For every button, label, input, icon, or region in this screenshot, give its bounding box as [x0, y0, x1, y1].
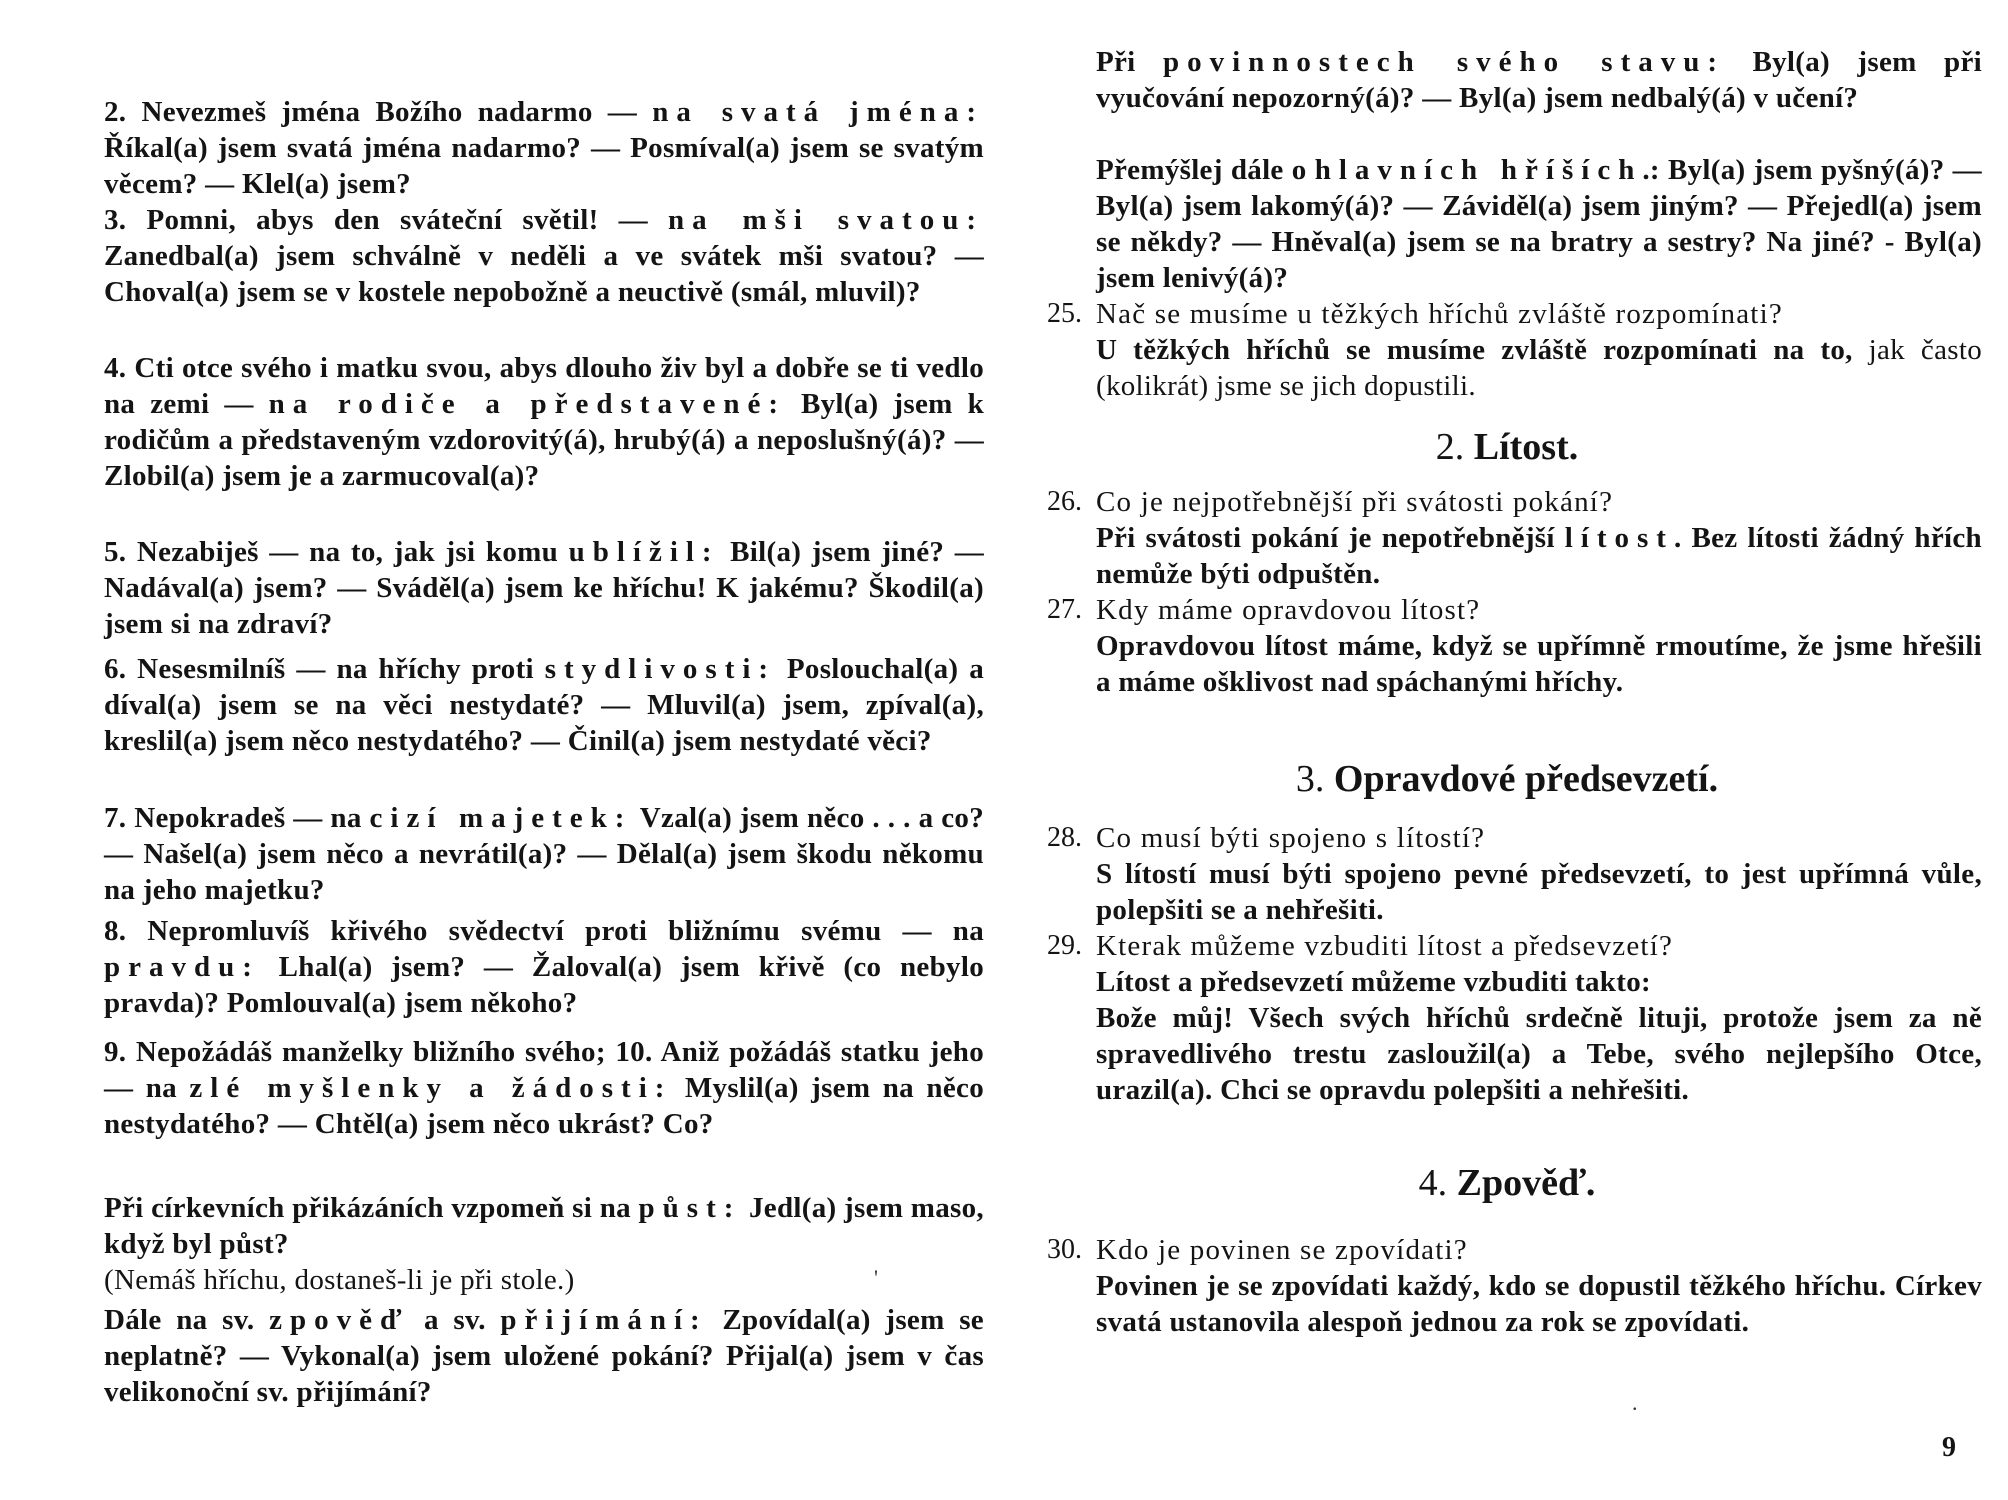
question-26: Co je nejpotřebnější při svátosti pokání? [1096, 486, 1614, 518]
print-speck: ' [874, 1265, 878, 1290]
duties-paragraph: Při povinnostech svého stavu: Byl(a) jsem při vyučování nepozorný(á)? — Byl(a) jsem nedbalý(á) v učení? [1096, 46, 1983, 114]
question-27: Kdy máme opravdovou lítost? [1096, 594, 1481, 626]
section-heading-predsevzeti: 3. Opravdové předsevzetí. [1295, 758, 1719, 800]
answer-28: S lítostí musí býti spojeno pevné předsevzetí, to jest upřímná vůle, polepšiti se a nehřešiti. [1096, 858, 1982, 926]
question-28: Co musí býti spojeno s lítostí? [1096, 822, 1486, 854]
answer-29-prayer: Bože můj! Všech svých hříchů srdečně lituji, protože jsem za ně spravedlivého trestu zasloužil(a) a Tebe, svého nejlepšího Otce, urazil(a). Chci se opravdu polepšiti a nehřešiti. [1096, 1002, 1982, 1106]
question-25: Nač se musíme u těžkých hříchů zvláště rozpomínati? [1096, 298, 1783, 330]
question-number: 25. [1047, 298, 1082, 329]
commandment-2: 2. Nevezmeš jména Božího nadarmo — na svatá jména: Říkal(a) jsem svatá jména nadarmo? — Posmíval(a) jsem se svatým věcem? — Klel(a) jsem? [104, 96, 984, 200]
commandment-7: 7. Nepokradeš — na cizí majetek: Vzal(a) jsem něco . . . a co? — Našel(a) jsem něco a nevrátil(a)? — Dělal(a) jsem škodu někomu na jeho majetku? [104, 802, 985, 906]
left-page [104, 0, 984, 1500]
question-number: 26. [1047, 486, 1082, 517]
main-sins-paragraph: Přemýšlej dále o hlavních hříších.: Byl(a) jsem pyšný(á)? — Byl(a) jsem lakomý(á)? — Záviděl(a) jsem jiným? — Přejedl(a) jsem se někdy? — Hněval(a) jsem se na bratry a sestry? Na jiné? - Byl(a) jsem lenivý(á)? [1096, 154, 1982, 294]
section-heading-litost: 2. Lítost. [1435, 426, 1579, 468]
question-number: 30. [1047, 1234, 1082, 1265]
answer-30: Povinen je se zpovídati každý, kdo se dopustil těžkého hříchu. Církev svatá ustanovila alespoň jednou za rok se zpovídati. [1096, 1270, 1982, 1338]
section-heading-zpoved: 4. Zpověď. [1418, 1162, 1596, 1204]
commandment-4: 4. Cti otce svého i matku svou, abys dlouho živ byl a dobře se ti vedlo na zemi — na rodiče a představené: Byl(a) jsem k rodičům a představeným vzdorovitý(á), hrubý(á) a neposlušný(á)? — Zlobil(a) jsem je a zarmucoval(a)? [104, 352, 984, 492]
sacraments-paragraph: Dále na sv. zpověď a sv. přijímání: Zpovídal(a) jsem se neplatně? — Vykonal(a) jsem uložené pokání? Přijal(a) jsem v čas velikonoční sv. přijímání? [104, 1304, 984, 1408]
print-speck: . [1632, 1390, 1638, 1415]
commandment-8: 8. Nepromluvíš křivého svědectví proti bližnímu svému — na pravdu: Lhal(a) jsem? — Žaloval(a) jsem křivě (co nebylo pravda)? Pomlouval(a) jsem někoho? [104, 915, 984, 1019]
church-commandments: Při církevních přikázáních vzpomeň si na půst: Jedl(a) jsem maso, když byl půst? [104, 1192, 984, 1260]
commandment-9-10: 9. Nepožádáš manželky bližního svého; 10. Aniž požádáš statku jeho — na zlé myšlenky a žádosti: Myslil(a) jsem na něco nestydatého? — Chtěl(a) jsem něco ukrást? Co? [104, 1036, 984, 1140]
commandment-3: 3. Pomni, abys den sváteční světil! — na mši svatou: Zanedbal(a) jsem schválně v neděli a ve svátek mši svatou? — Choval(a) jsem se v kostele nepobožně a neuctivě (smál, mluvil)? [104, 204, 984, 308]
church-note: (Nemáš hříchu, dostaneš-li je při stole.) [104, 1264, 575, 1296]
question-30: Kdo je povinen se zpovídati? [1096, 1234, 1468, 1266]
question-number: 29. [1047, 930, 1082, 961]
commandment-6: 6. Nesesmilníš — na hříchy proti stydlivosti: Poslouchal(a) a díval(a) jsem se na věci nestydaté? — Mluvil(a) jsem, zpíval(a), kreslil(a) jsem něco nestydatého? — Činil(a) jsem nestydaté věci? [104, 653, 985, 757]
question-number: 28. [1047, 822, 1082, 853]
answer-27: Opravdovou lítost máme, když se upřímně rmoutíme, že jsme hřešili a máme ošklivost nad spáchanými hříchy. [1096, 630, 1982, 698]
commandment-5: 5. Nezabiješ — na to, jak jsi komu ublížil: Bil(a) jsem jiné? — Nadával(a) jsem? — Sváděl(a) jsem ke hříchu! K jakému? Škodil(a) jsem si na zdraví? [104, 536, 984, 640]
question-29: Kterak můžeme vzbuditi lítost a předsevzetí? [1096, 930, 1674, 962]
answer-26: Při svátosti pokání je nepotřebnější lítost. Bez lítosti žádný hřích nemůže býti odpuštěn. [1096, 522, 1982, 590]
question-number: 27. [1047, 594, 1082, 625]
page-number: 9 [1942, 1432, 1956, 1463]
answer-29-intro: Lítost a předsevzetí můžeme vzbuditi takto: [1096, 966, 1651, 998]
right-page [1032, 0, 1982, 1500]
answer-25: U těžkých hříchů se musíme zvláště rozpomínati na to, jak často (kolikrát) jsme se jich dopustili. [1096, 334, 1982, 402]
